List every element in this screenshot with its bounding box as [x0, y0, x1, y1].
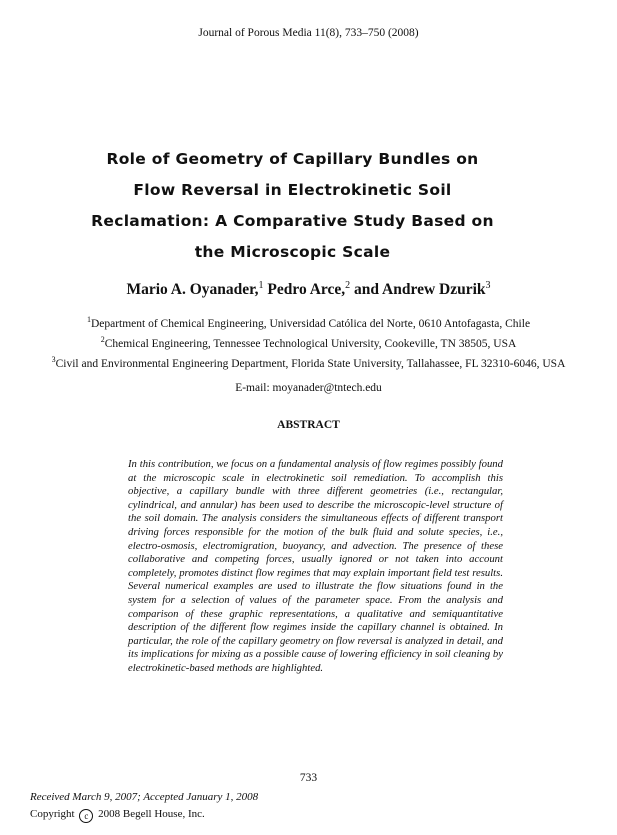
author-affiliation-mark: 3	[485, 280, 491, 291]
abstract-body: In this contribution, we focus on a fundamental analysis of flow regimes possibly found at the microscopic scale in electrokinetic soil remediation. To accomplish this objective, a capillary bundle with three different geometries (i.e., rectangular, cylindrical, and annular) has been used to describe the microscopic-level structure of the soil domain. The analysis considers the simultaneous effects of different transport driving forces responsible for the motion of the bulk fluid and solute species, i.e., electro-osmosis, electromigration, buoyancy, and advection. The presence of these collaborative and competing forces, usually ignored or not taken into account completely, promotes distinct flow regimes that may explain important field test results. Several numerical examples are used to illustrate the flow situations found in the system for a selection of values of the parameter space. From the analysis and comparison of these graphic representations, a qualitative and semiquantitative description of the different flow regimes inside the capillary channel is obtained. In particular, the role of the capillary geometry on flow reversal is analyzed in detail, and its implications for mixing as a possible cause of lowering efficiency in soil cleaning by electrokinetic-based methods are highlighted.	[128, 458, 503, 674]
paper-title	[60, 144, 525, 268]
author-name: Pedro Arce,	[267, 281, 346, 299]
affiliation-mark: 1	[86, 315, 91, 324]
copyright-notice	[30, 808, 205, 823]
affiliation-mark: 3	[51, 355, 56, 364]
abstract-heading: ABSTRACT	[277, 419, 340, 431]
contact-email: E-mail: moyanader@tntech.edu	[235, 382, 382, 394]
affiliation-mark: 2	[100, 335, 105, 344]
affiliation-text: Chemical Engineering, Tennessee Technological University, Cookeville, TN 38505, USA	[104, 337, 517, 350]
author-affiliation-mark: 1	[258, 280, 264, 291]
copyright-icon: c	[79, 809, 93, 823]
copyright-text: 2008 Begell House, Inc.	[98, 808, 205, 820]
affiliation	[0, 355, 617, 370]
title-line: the Microscopic Scale	[194, 243, 391, 261]
author-list	[0, 280, 617, 299]
affiliation-text: Civil and Environmental Engineering Department, Florida State University, Tallahassee, FL 32310-6046, USA	[55, 357, 566, 370]
title-line: Flow Reversal in Electrokinetic Soil	[133, 181, 452, 199]
author-affiliation-mark: 2	[345, 280, 351, 291]
page-number: 733	[299, 772, 318, 784]
affiliation-text: Department of Chemical Engineering, Universidad Católica del Norte, 0610 Antofagasta, Chile	[90, 317, 531, 330]
affiliation	[0, 335, 617, 350]
journal-header: Journal of Porous Media 11(8), 733–750 (2008)	[198, 27, 419, 39]
author-name: Mario A. Oyanader,	[126, 281, 259, 299]
author-name: and Andrew Dzurik	[354, 281, 486, 299]
affiliation	[0, 315, 617, 330]
copyright-prefix: Copyright	[30, 808, 75, 820]
title-line: Reclamation: A Comparative Study Based on	[91, 212, 494, 230]
title-line: Role of Geometry of Capillary Bundles on	[106, 150, 479, 168]
received-dates: Received March 9, 2007; Accepted January 1, 2008	[30, 791, 259, 803]
